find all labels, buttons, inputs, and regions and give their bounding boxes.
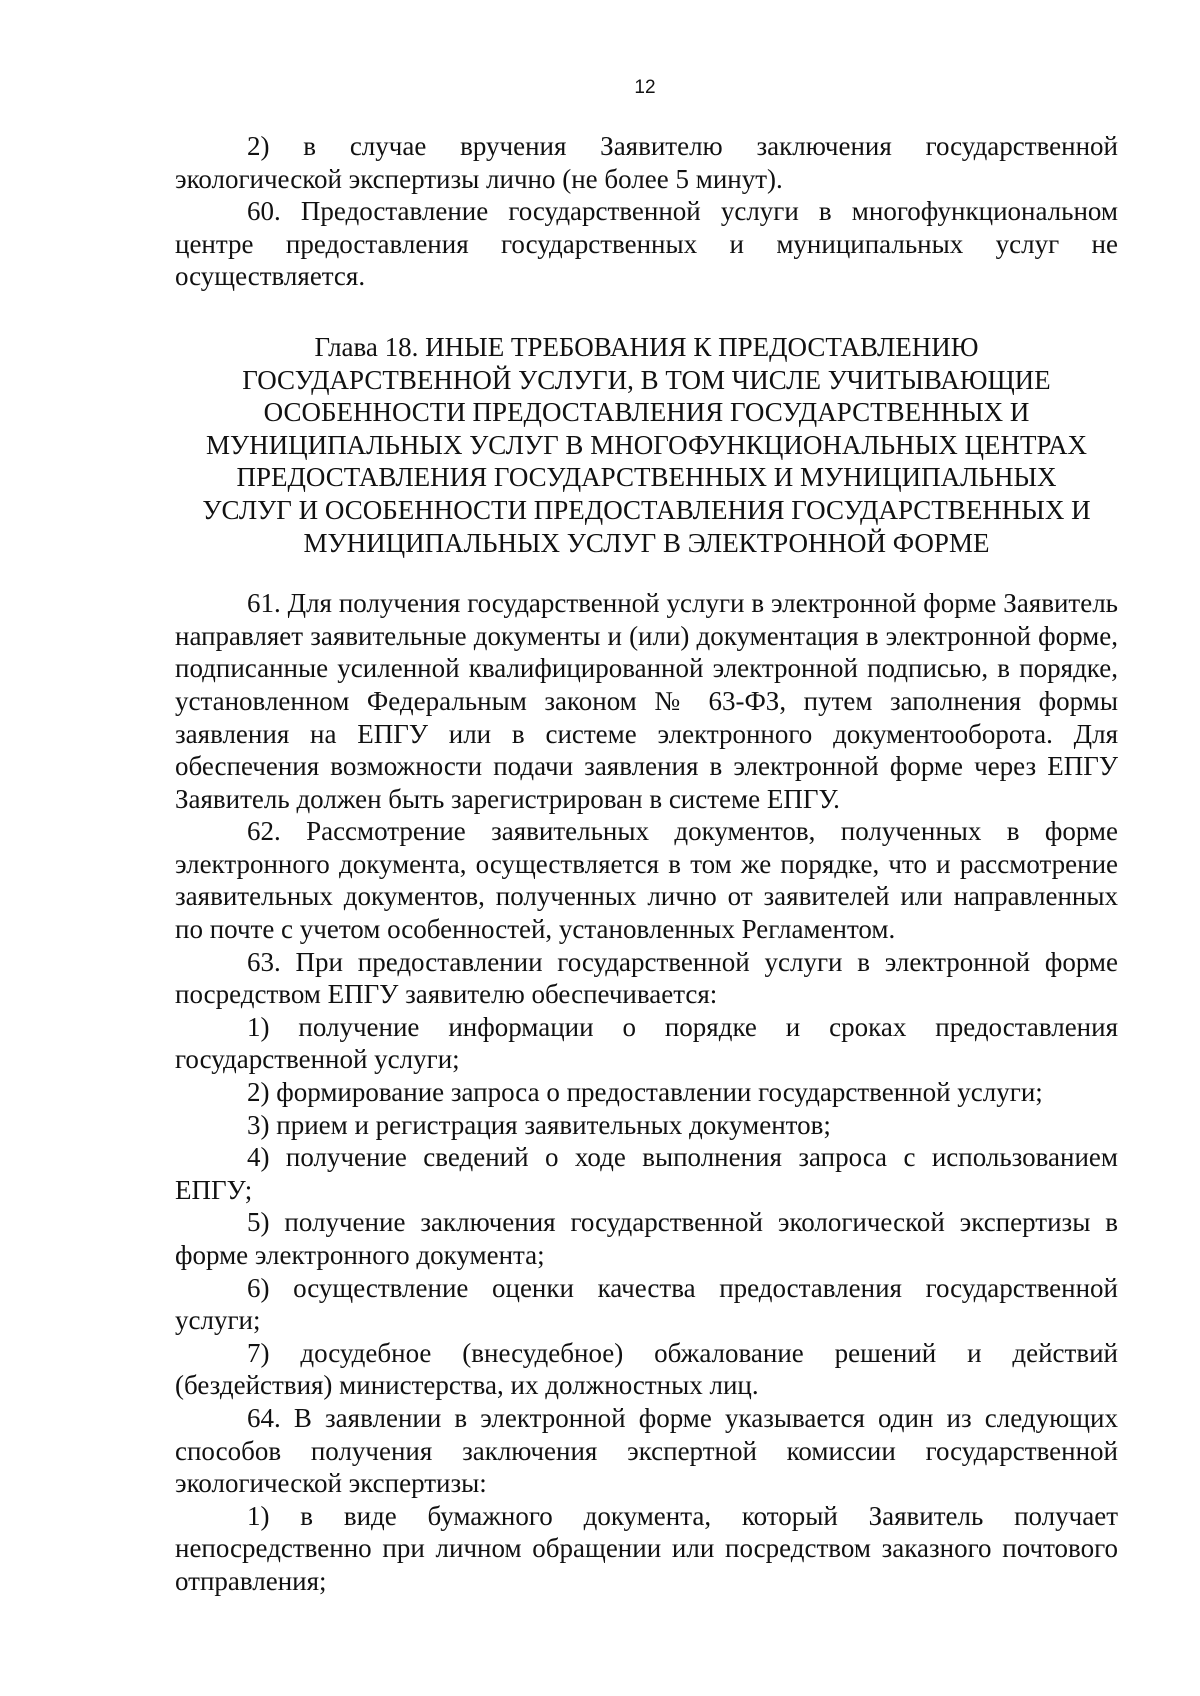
paragraph-64: 64. В заявлении в электронной форме указывается один из следующих способов получения заключения экспертной комиссии государственной экологической экспертизы: [175,1402,1118,1499]
list-item-63-1: 1) получение информации о порядке и сроках предоставления государственной услуги; [175,1011,1118,1075]
page-number: 12 [634,77,656,98]
chapter-title-line: Глава 18. ИНЫЕ ТРЕБОВАНИЯ К ПРЕДОСТАВЛЕНИЮ [314,331,979,362]
chapter-18-title [175,331,1118,559]
paragraph-item-2-delivery: 2) в случае вручения Заявителю заключения государственной экологической экспертизы лично (не более 5 минут). [175,131,1118,194]
list-item-63-2: 2) формирование запроса о предоставлении государственной услуги; [247,1077,1043,1108]
paragraph-62: 62. Рассмотрение заявительных документов, полученных в форме электронного документа, осуществляется в том же порядке, что и рассмотрение заявительных документов, полученных лично от заявителей или направленных по почте с учетом особенностей, установленных Регламентом. [175,816,1118,945]
chapter-title-line: МУНИЦИПАЛЬНЫХ УСЛУГ В МНОГОФУНКЦИОНАЛЬНЫХ ЦЕНТРАХ [205,429,1088,460]
chapter-title-line: УСЛУГ И ОСОБЕННОСТИ ПРЕДОСТАВЛЕНИЯ ГОСУДАРСТВЕННЫХ И [202,494,1091,525]
chapter-title-line: МУНИЦИПАЛЬНЫХ УСЛУГ В ЭЛЕКТРОННОЙ ФОРМЕ [303,527,990,558]
paragraph-60: 60. Предоставление государственной услуги в многофункциональном центре предоставления государственных и муниципальных услуг не осуществляется. [175,196,1118,292]
chapter-title-line: ОСОБЕННОСТИ ПРЕДОСТАВЛЕНИЯ ГОСУДАРСТВЕННЫХ И [263,397,1030,428]
document-body [175,130,1118,1598]
list-item-63-6: 6) осуществление оценки качества предоставления государственной услуги; [175,1272,1118,1336]
paragraph-63: 63. При предоставлении государственной услуги в электронной форме посредством ЕПГУ заявителю обеспечивается: [175,946,1118,1010]
list-item-63-3: 3) прием и регистрация заявительных документов; [247,1109,831,1140]
list-item-64-1: 1) в виде бумажного документа, который Заявитель получает непосредственно при личном обращении или посредством заказного почтового отправления; [175,1500,1118,1596]
list-item-63-7: 7) досудебное (внесудебное) обжалование решений и действий (бездействия) министерства, их должностных лиц. [175,1337,1118,1401]
paragraph-61: 61. Для получения государственной услуги в электронной форме Заявитель направляет заявительные документы и (или) документация в электронной форме, подписанные усиленной квалифицированной электронной подписью, в порядке, установленном Федеральным законом № 63-ФЗ, путем заполнения формы заявления на ЕПГУ или в системе электронного документооборота. Для обеспечения возможности подачи заявления в электронной форме через ЕПГУ Заявитель должен быть зарегистрирован в системе ЕПГУ. [175,588,1118,814]
list-item-63-4: 4) получение сведений о ходе выполнения запроса с использованием ЕПГУ; [175,1142,1118,1205]
chapter-title-line: ГОСУДАРСТВЕННОЙ УСЛУГИ, В ТОМ ЧИСЛЕ УЧИТЫВАЮЩИЕ [242,364,1051,395]
chapter-title-line: ПРЕДОСТАВЛЕНИЯ ГОСУДАРСТВЕННЫХ И МУНИЦИПАЛЬНЫХ [236,462,1057,493]
list-item-63-5: 5) получение заключения государственной экологической экспертизы в форме электронного документа; [175,1207,1118,1270]
